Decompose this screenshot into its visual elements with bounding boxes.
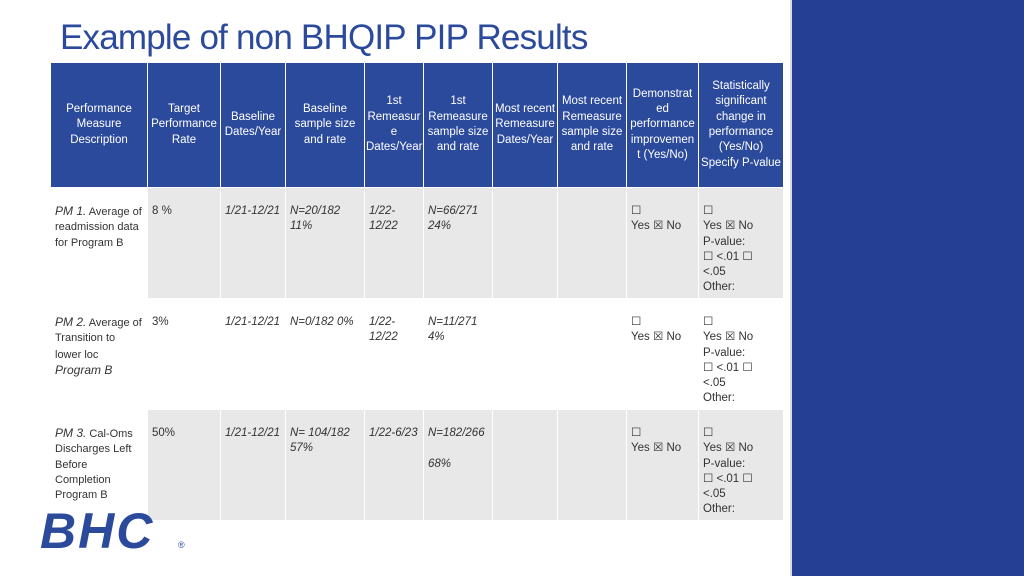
remeasure-dates: 1/22-6/23	[365, 410, 424, 521]
header-cell: Statistically significant change in performance (Yes/No) Specify P-value	[699, 63, 784, 188]
header-cell: Demonstrat ed performance improvemen t (Yes/No)	[627, 63, 699, 188]
table-row	[51, 410, 784, 521]
recent-sample	[558, 188, 627, 299]
remeasure-sample: N=66/271 24%	[424, 188, 493, 299]
baseline-sample: N= 104/182 57%	[286, 410, 365, 521]
pip-results-table	[50, 62, 784, 521]
recent-sample	[558, 299, 627, 410]
baseline-dates: 1/21-12/21	[221, 299, 286, 410]
pm-desc: Cal-Oms Discharges Left Before Completion	[55, 428, 133, 486]
recent-sample	[558, 410, 627, 521]
significance-checkbox[interactable]: ☐ Yes ☒ No P-value: ☐ <.01 ☐ <.05 Other:	[699, 188, 784, 299]
pm-desc: Average of readmission data for Program B	[55, 206, 142, 249]
header-cell: 1st Remeasur e Dates/Year	[365, 63, 424, 188]
target-rate: 50%	[148, 410, 221, 521]
significance-checkbox[interactable]: ☐ Yes ☒ No P-value: ☐ <.01 ☐ <.05 Other:	[699, 299, 784, 410]
remeasure-sample: N=11/271 4%	[424, 299, 493, 410]
improvement-checkbox[interactable]: ☐ Yes ☒ No	[627, 188, 699, 299]
improvement-checkbox[interactable]: ☐ Yes ☒ No	[627, 410, 699, 521]
remeasure-dates: 1/22-12/22	[365, 299, 424, 410]
significance-checkbox[interactable]: ☐ Yes ☒ No P-value: ☐ <.01 ☐ <.05 Other:	[699, 410, 784, 521]
pm-desc: Average of Transition to lower loc	[55, 317, 142, 361]
measure-description	[51, 188, 148, 299]
recent-dates	[493, 299, 558, 410]
table-header-row	[51, 63, 784, 188]
target-rate: 8 %	[148, 188, 221, 299]
baseline-dates: 1/21-12/21	[221, 410, 286, 521]
bhc-logo: BHC	[40, 503, 155, 559]
header-cell: Most recent Remeasure sample size and rate	[558, 63, 627, 188]
registered-mark: ®	[178, 540, 185, 550]
pm-label: PM 3.	[55, 426, 87, 440]
table-row	[51, 299, 784, 410]
remeasure-sample-rate: 68%	[428, 457, 452, 470]
pm-label: PM 1.	[55, 204, 87, 218]
target-rate: 3%	[148, 299, 221, 410]
pm-suffix: Program B	[55, 362, 113, 377]
pm-suffix: Program B	[55, 489, 108, 502]
recent-dates	[493, 188, 558, 299]
header-cell: Baseline sample size and rate	[286, 63, 365, 188]
page-title: Example of non BHQIP PIP Results	[60, 18, 588, 57]
baseline-dates: 1/21-12/21	[221, 188, 286, 299]
table-row	[51, 188, 784, 299]
improvement-checkbox[interactable]: ☐ Yes ☒ No	[627, 299, 699, 410]
header-cell: Baseline Dates/Year	[221, 63, 286, 188]
remeasure-sample-n: N=182/266	[428, 427, 485, 439]
header-cell: Performance Measure Description	[51, 63, 148, 188]
pm-label: PM 2.	[55, 315, 87, 329]
recent-dates	[493, 410, 558, 521]
remeasure-sample	[424, 410, 493, 521]
header-cell: Most recent Remeasure Dates/Year	[493, 63, 558, 188]
measure-description	[51, 299, 148, 410]
baseline-sample: N=0/182 0%	[286, 299, 365, 410]
header-cell: Target Performance Rate	[148, 63, 221, 188]
side-panel	[790, 0, 1024, 576]
baseline-sample: N=20/182 11%	[286, 188, 365, 299]
header-cell: 1st Remeasure sample size and rate	[424, 63, 493, 188]
remeasure-dates: 1/22-12/22	[365, 188, 424, 299]
